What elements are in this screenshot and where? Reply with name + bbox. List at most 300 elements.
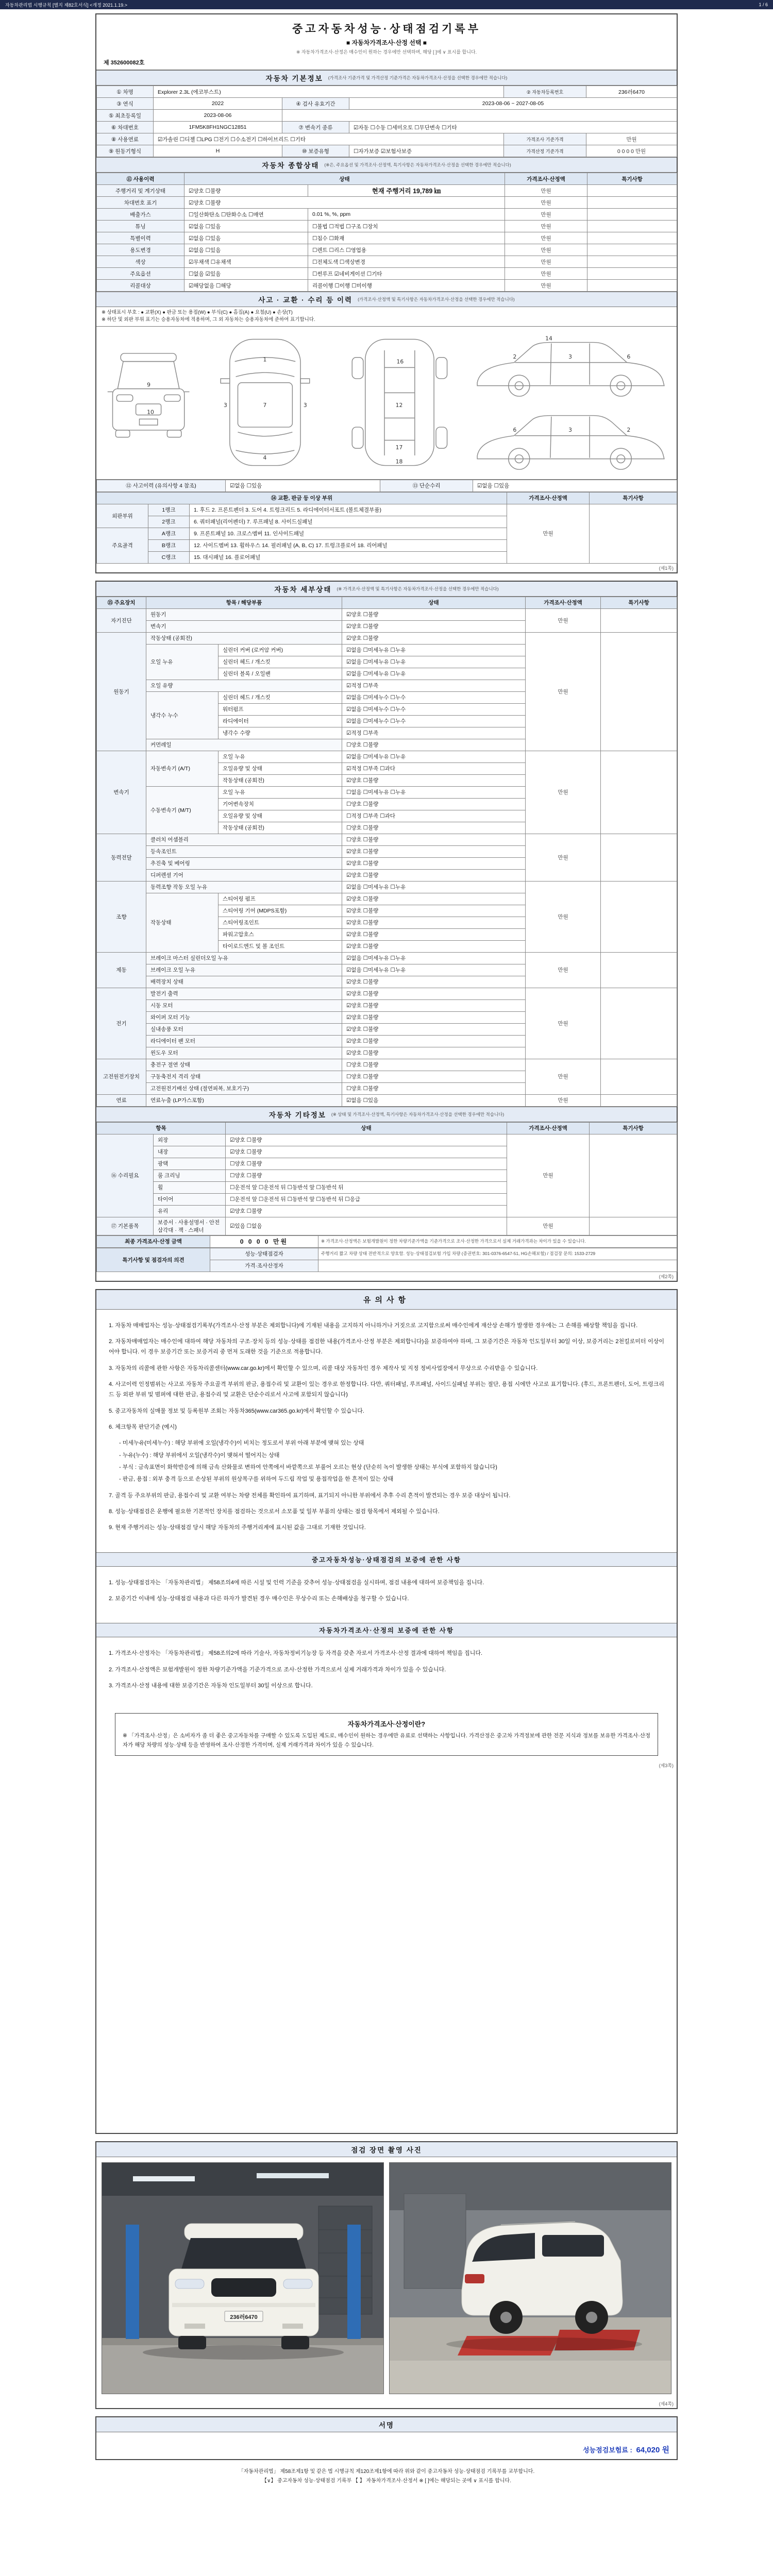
diagram-number-label: 2 [627, 426, 631, 433]
table-cell [587, 232, 677, 244]
table-row [97, 86, 677, 98]
inspector-opinion-table [96, 1248, 677, 1272]
table-cell: 오일 누유 [219, 751, 342, 762]
band-detail-title: 자동차 세부상태 [274, 585, 332, 594]
table-cell: 연료 [97, 1094, 146, 1106]
table-cell: B랭크 [148, 539, 190, 551]
band-accident-note: (가격조사·산정액 및 특기사항은 자동차가격조사·산정을 선택한 경우에만 적습니다) [358, 297, 515, 302]
table-cell: 만원 [526, 751, 601, 834]
table-cell: 주요옵션 [97, 268, 184, 280]
table-cell: 0.01 %, %, ppm [308, 209, 505, 221]
table-cell: 디퍼렌셜 기어 [146, 869, 342, 881]
table-cell: 만원 [507, 504, 590, 563]
table-cell: 오일유량 및 상태 [219, 762, 342, 774]
table-cell: 외판부위 [97, 504, 148, 528]
table-cell: 최종 가격조사·산정 금액 [97, 1235, 210, 1247]
table-cell: 2023-08-06 ~ 2027-08-05 [349, 98, 677, 110]
table-cell: ☐운전석 앞 ☐운전석 뒤 ☐동반석 앞 ☐동반석 뒤 ☐응급 [226, 1193, 507, 1205]
table-cell: 0 0 0 0 만원 [210, 1235, 318, 1247]
table-cell: 워터펌프 [219, 703, 342, 715]
table-cell: 실린더 헤드 / 개스킷 [219, 691, 342, 703]
detail-state-table [96, 597, 677, 1107]
diagram-number-label: 1 [263, 356, 267, 363]
table-cell: 만원 [505, 244, 587, 256]
car-diagrams [96, 327, 677, 480]
notice-item: 2. 가격조사·산정액은 보험개발원이 정한 차량기준가액을 기준가격으로 조사·산정한 가격으로서 실제 거래가격과 차이가 있을 수 있습니다. [109, 1666, 446, 1673]
warranty-price-title: 자동차가격조사·산정의 보증에 관한 사항 [96, 1623, 677, 1637]
table-cell [601, 881, 677, 952]
table-cell [587, 209, 677, 221]
table [96, 1235, 677, 1248]
notice-item: 3. 가격조사·산정 내용에 대한 보증기간은 자동차 인도일부터 30일 이상으로 합니다. [109, 1683, 313, 1689]
table-cell [601, 632, 677, 751]
notice-item: - 판금, 용접 : 외부 충격 등으로 손상된 부위의 원상복구를 위하여 두드림 작업 및 용접작업을 한 흔적이 있는 상태 [119, 1476, 394, 1483]
basic-info-table [96, 86, 677, 157]
table-row [97, 834, 677, 845]
table-cell: 타이어 [154, 1193, 226, 1205]
table-cell: 만원 [507, 1217, 590, 1235]
table-cell: ☑없음 ☐미세누유 ☐누유 [342, 668, 526, 680]
table-cell: 전기 [97, 988, 146, 1059]
table-cell: ☑양호 ☐불량 [184, 185, 308, 197]
table-cell: ☑없음 ☐미세누유 ☐누유 [342, 881, 526, 893]
final-price-table [96, 1235, 677, 1248]
table-cell: 만원 [507, 1134, 590, 1217]
table-cell: Explorer 2.3L (에코부스트) [154, 86, 504, 98]
table-cell: 만원 [505, 268, 587, 280]
notice-item: 9. 현재 주행거리는 성능·상태점검 당시 해당 자동차의 주행거리계에 표시된 값을 그대로 기재한 것입니다. [109, 1524, 366, 1531]
diagram-number-label: 10 [147, 409, 154, 416]
table-cell: ☑양호 ☐불량 [342, 928, 526, 940]
table-cell: 실린더 헤드 / 개스킷 [219, 656, 342, 668]
table-cell [587, 197, 677, 209]
table-cell: ☑없음 ☐있음 [226, 480, 380, 492]
diagram-number-label: 2 [513, 353, 517, 360]
table-cell: ☑무채색 ☐유채색 [184, 256, 308, 268]
table-cell: 튜닝 [97, 221, 184, 232]
table-cell: 스티어링 기어 (MDPS포함) [219, 905, 342, 917]
table-cell: ⑧ 사용연료 [97, 133, 154, 145]
band-photos-title: 점검 장면 촬영 사진 [351, 2146, 422, 2154]
table [96, 173, 677, 292]
table-cell: 라디에이터 [219, 715, 342, 727]
table-cell: ☑적정 ☐부족 [342, 680, 526, 691]
table-cell: 특기사항 [601, 597, 677, 608]
table-cell: 등속조인트 [146, 845, 342, 857]
page-mark-3: (제3쪽) [659, 1763, 674, 1769]
table-cell: ⑥ 차대번호 [97, 122, 154, 133]
diagram-number-label: 4 [263, 454, 267, 461]
document-sheet [95, 9, 678, 2460]
page-indicator: 1 / 6 [759, 2, 768, 7]
table-cell: 성능·상태점검자 [210, 1248, 318, 1260]
page-mark-4: (제4쪽) [659, 2401, 674, 2406]
table-cell: 현재 주행거리 19,789 ㎞ [308, 185, 505, 197]
diagram-number-label: 3 [568, 353, 572, 360]
table-cell: ☐전체도색 ☐색상변경 [308, 256, 505, 268]
table-cell: ☑양호 ☐불량 [342, 608, 526, 620]
table-cell: ☑없음 ☐미세누수 ☐누수 [342, 703, 526, 715]
premium-value: 64,020 원 [636, 2445, 669, 2454]
doc-note: ※ 자동차가격조사·산정은 매수인이 원하는 경우에만 선택하며, 해당 [ ]에 ∨ 표시를 합니다. [296, 49, 477, 55]
band-overall [96, 157, 677, 173]
table-row [97, 504, 677, 516]
table-cell: ☑양호 ☐불량 [342, 1011, 526, 1023]
table-cell: 룸 크리닝 [154, 1170, 226, 1181]
table-cell: 가격산정 기준가격 [504, 145, 586, 157]
table-row [97, 492, 677, 504]
table-cell: C랭크 [148, 551, 190, 563]
table-cell: ☐없음 ☐미세누유 ☐누유 [342, 786, 526, 798]
notice-item: 2. 보증기간 이내에 성능·상태점검 내용과 다른 하자가 발견된 경우 매수인은 무상수리 또는 손해배상을 청구할 수 있습니다. [109, 1596, 409, 1602]
table-cell: 파워고압호스 [219, 928, 342, 940]
table-cell: ⑦ 변속기 종류 [282, 122, 349, 133]
table-cell: 기어변속장치 [219, 798, 342, 810]
table-cell: 오일 누유 [219, 786, 342, 798]
table-cell: ☑양호 ☐불량 [342, 869, 526, 881]
photo-front-scene [102, 2163, 384, 2394]
notices-title: 유의사항 [96, 1290, 677, 1310]
table-cell: ☐침수 ☐화재 [308, 232, 505, 244]
notice-item: 1. 성능·상태점검자는 「자동차관리법」 제58조의4에 따른 시설 및 인력 기준을 갖추어 성능·상태점검을 실시하며, 점검 내용에 대하여 보증책임을 집니다. [109, 1579, 484, 1586]
table-cell: 스티어링 펌프 [219, 893, 342, 905]
table-cell: ☑없음 ☐미세누수 ☐누수 [342, 691, 526, 703]
footer-line-1: 「자동차관리법」 제58조제1항 및 같은 법 시행규칙 제120조제1항에 따라 위와 같이 중고자동차 성능·상태점검 기록부를 교부합니다. [238, 2468, 535, 2475]
table-row [97, 110, 677, 122]
car-diagram-left-side [468, 332, 673, 400]
table-cell: ☑없음 ☐있음 [184, 221, 308, 232]
notice-item: 8. 성능·상태점검은 운행에 필요한 기본적인 장치를 점검하는 것으로서 소모품 및 일부 부품의 상태는 점검 항목에서 제외될 수 있습니다. [109, 1508, 440, 1515]
table-cell: ⑬ 단순수리 [380, 480, 473, 492]
price-survey-info-box [115, 1713, 658, 1756]
table-cell: ☑양호 ☐불량 [342, 632, 526, 644]
table-cell: ⑨ 원동기형식 [97, 145, 154, 157]
table-cell: ☐일산화탄소 ☐탄화수소 ☐매연 [184, 209, 308, 221]
table-cell: ⑯ 수리필요 [97, 1134, 154, 1217]
table-cell: 특기사항 [590, 492, 677, 504]
table-row [97, 1217, 677, 1235]
table-cell: 윈도우 모터 [146, 1047, 342, 1059]
table-cell: ☑양호 ☐불량 [342, 917, 526, 928]
etc-info-table [96, 1122, 677, 1235]
table-row [97, 632, 677, 644]
table-cell: ⑪ 사용이력 [97, 173, 184, 185]
table-cell: ⑰ 기본품목 [97, 1217, 154, 1235]
table-cell: 내장 [154, 1146, 226, 1158]
overall-state-table [96, 173, 677, 292]
table-cell [587, 221, 677, 232]
car-diagram-underbody [334, 331, 465, 475]
table-cell: 충전구 절연 상태 [146, 1059, 342, 1071]
table-cell: 6. 쿼터패널(리어펜더) 7. 루프패널 8. 사이드실패널 [190, 516, 507, 528]
table-cell: 상태 [184, 173, 505, 185]
car-diagram-top [199, 331, 331, 475]
price-survey-info-text: ※ 「가격조사·산정」은 소비자가 좀 더 좋은 중고자동차를 구매할 수 있도록 도입된 제도로, 매수인이 원하는 경우에만 유료로 선택하는 사항입니다. 가격산정은 중고차 가격정보에 관한 전문 지식과 정보를 보유한 가격조사·산정자가 해당 차량의 성능·상태 등을 반영하여 조사·산정한 가격이며, 실제 거래가격과 차이가 있을 수 있습니다. [123, 1733, 650, 1749]
signature-area [96, 2432, 677, 2459]
inspection-photo-front [102, 2162, 384, 2394]
table-cell: 라디에이터 팬 모터 [146, 1035, 342, 1047]
table-cell: 만원 [505, 280, 587, 292]
section-photos [95, 2141, 678, 2409]
table-cell: 가격조사·산정액 [505, 173, 587, 185]
table-cell: ⑭ 교환, 판금 등 이상 부위 [97, 492, 507, 504]
table-cell: ☑가솔린 ☐디젤 ☐LPG ☐전기 ☐수소전기 ☐하이브리드 ☐기타 [154, 133, 504, 145]
table-cell: 만원 [505, 232, 587, 244]
table-cell: ☐양호 ☐불량 [342, 798, 526, 810]
table-cell: 고전원전기배선 상태 (절연피복, 보호기구) [146, 1082, 342, 1094]
diagram-number-label: 6 [627, 353, 631, 360]
table-cell: 1랭크 [148, 504, 190, 516]
table-cell [601, 608, 677, 632]
table-cell: 0 0 0 0 만원 [586, 145, 677, 157]
table-row [97, 98, 677, 110]
table-row [97, 608, 677, 620]
table-cell: 발전기 출력 [146, 988, 342, 999]
table-row [97, 597, 677, 608]
diagram-number-label: 17 [395, 444, 403, 451]
table-cell: ③ 연식 [97, 98, 154, 110]
table-cell: 특별이력 [97, 232, 184, 244]
table-cell: ⑤ 최초등록일 [97, 110, 154, 122]
diagram-number-label: 7 [263, 401, 267, 409]
table-cell: ⑮ 주요장치 [97, 597, 146, 608]
notice-item: 7. 골격 등 주요부위의 판금, 용접수리 및 교환 여부는 차량 전체를 확인하여 표기하며, 표기되지 아니한 부위에서 추후 수리 흔적이 발견되는 경우 보증 대상이 됩니다. [109, 1492, 511, 1499]
table-cell: ☐자가보증 ☑보험사보증 [349, 145, 504, 157]
table-cell [587, 268, 677, 280]
table-cell: 차대번호 표기 [97, 197, 184, 209]
table-row [97, 268, 677, 280]
table-cell: ☐썬루프 ☑네비게이션 ☐기타 [308, 268, 505, 280]
table-cell [282, 110, 677, 122]
diagram-number-label: 18 [395, 458, 403, 465]
table-cell: 특기사항 [587, 173, 677, 185]
table-row [97, 1059, 677, 1071]
doc-title: 중고자동차성능·상태점검기록부 [292, 23, 481, 35]
table-cell: ☑해당없음 ☐해당 [184, 280, 308, 292]
table-cell: ☑양호 ☐불량 [342, 845, 526, 857]
table-cell: 냉각수 수량 [219, 727, 342, 739]
table-cell: ☐양호 ☐불량 [226, 1158, 507, 1170]
diagram-number-label: 3 [568, 426, 572, 433]
table-cell: 작동상태 (공회전) [219, 822, 342, 834]
table-cell: ☑양호 ☐불량 [342, 940, 526, 952]
table-cell: ☑양호 ☐불량 [342, 1047, 526, 1059]
form-topbar [0, 0, 773, 9]
band-photos [96, 2142, 677, 2157]
table-row [97, 1134, 677, 1146]
table-cell: 자기진단 [97, 608, 146, 632]
table-cell [587, 280, 677, 292]
table-cell: ☑없음 ☐미세누유 ☐누유 [342, 964, 526, 976]
table-cell: 가격·조사산정자 [210, 1260, 318, 1272]
section-notices [95, 1289, 678, 2134]
table-cell [601, 834, 677, 881]
table-cell [601, 952, 677, 988]
table-cell [590, 1217, 677, 1235]
table-cell: 특기사항 [590, 1122, 677, 1134]
table-cell: 자동변속기 (A/T) [146, 751, 219, 786]
table-cell: A랭크 [148, 528, 190, 539]
diagram-number-label: 3 [304, 401, 308, 409]
table-row [97, 232, 677, 244]
table-cell: 작동상태 [146, 893, 219, 952]
band-overall-note: (※은, 주요옵션 및 가격조사·산정액, 특기사항은 자동차가격조사·산정을 선택한 경우에만 적습니다) [324, 162, 511, 167]
notice-item: 5. 중고자동차의 실매물 정보 및 등록원부 조회는 자동차365(www.car365.go.kr)에서 확인할 수 있습니다. [109, 1408, 364, 1414]
table-cell: 클러치 어셈블리 [146, 834, 342, 845]
table-cell: ② 자동차등록번호 [504, 86, 586, 98]
table-cell: ☑없음 ☐미세누유 ☐누유 [342, 952, 526, 964]
diagram-number-label: 14 [545, 335, 552, 342]
document-header [96, 14, 677, 70]
table-cell: ☑없음 ☐미세누수 ☐누수 [342, 715, 526, 727]
table-cell: 실린더 커버 (로커암 커버) [219, 644, 342, 656]
table-cell: ☑없음 ☐있음 [473, 480, 677, 492]
band-basic-info [96, 70, 677, 86]
notice-item: - 부식 : 금속표면이 화학반응에 의해 금속 산화물로 변하여 안쪽에서 바깥쪽으로 부풀어 오르는 현상 (단순히 녹이 발생한 상태는 부식에 포함하지 않습니다) [119, 1464, 497, 1470]
table-cell: 실린더 블록 / 오일팬 [219, 668, 342, 680]
table-cell: 리콜이행 ☐이행 ☐미이행 [308, 280, 505, 292]
table-cell: 1. 후드 2. 프론트펜더 3. 도어 4. 트렁크리드 5. 라디에이터서포트 (볼트체결부품) [190, 504, 507, 516]
car-diagram-front [100, 331, 196, 475]
band-signature [96, 2417, 677, 2432]
table-row [97, 952, 677, 964]
table-cell: ☑적정 ☐부족 [342, 727, 526, 739]
band-basic-title: 자동차 기본정보 [265, 75, 323, 82]
table-cell: ☐양호 ☐불량 [342, 1071, 526, 1082]
band-overall-title: 자동차 종합상태 [262, 162, 320, 170]
table-cell: 배출가스 [97, 209, 184, 221]
table-cell [590, 1134, 677, 1217]
table-cell: ☑양호 ☐불량 [342, 976, 526, 988]
table-cell: 만원 [526, 881, 601, 952]
table-cell: ☑없음 ☐미세누유 ☐누유 [342, 751, 526, 762]
table-cell: ☑양호 ☐불량 [342, 905, 526, 917]
table-cell: 만원 [505, 221, 587, 232]
table-cell: ① 차명 [97, 86, 154, 98]
table-cell: ☐양호 ☐불량 [342, 834, 526, 845]
diagram-number-label: 3 [224, 401, 228, 409]
warranty-perf-list [96, 1567, 677, 1618]
table-cell: 와이퍼 모터 기능 [146, 1011, 342, 1023]
table-cell: 색상 [97, 256, 184, 268]
table-cell: ☐불법 ☐적법 ☐구조 ☐장치 [308, 221, 505, 232]
table-cell [601, 1059, 677, 1094]
table-cell: 작동상태 (공회전) [146, 632, 342, 644]
table-cell: ☑양호 ☐불량 [226, 1146, 507, 1158]
doc-subtitle: ■ 자동차가격조사·산정 선택 ■ [346, 39, 427, 46]
table-cell: 주요골격 [97, 528, 148, 563]
table [96, 597, 677, 1107]
table-cell: ☑없음 ☐미세누유 ☐누유 [342, 656, 526, 668]
table-cell: 만원 [526, 1059, 601, 1094]
table-cell: ☐없음 ☑있음 [184, 268, 308, 280]
band-detail-note: (※ 가격조사·산정액 및 특기사항은 자동차가격조사·산정을 선택한 경우에만 적습니다) [337, 586, 499, 591]
table-cell: ☑양호 ☐불량 [342, 893, 526, 905]
table-cell: 원동기 [146, 608, 342, 620]
table-cell: 12. 사이드멤버 13. 휠하우스 14. 필러패널 (A, B, C) 17. 트렁크플로어 18. 리어패널 [190, 539, 507, 551]
table [96, 480, 677, 492]
table-cell: ☑적정 ☐부족 ☐과다 [342, 762, 526, 774]
license-plate-text: 236러6470 [230, 2314, 258, 2320]
table-cell [587, 256, 677, 268]
notice-item: 2. 자동차매매업자는 매수인에 대하여 해당 자동차의 구조·장치 등의 성능·상태를 점검한 내용(가격조사·산정 부분은 제외합니다)을 보증하여야 하며, 그 보증기간은 자동차 인도일부터 30일 이상, 보증거리는 2천킬로미터 이상이어야 합니다. 이 경우 보증기간 또는 보증거리 중 먼저 도래한 것을 기준으로 적용합니다. [109, 1338, 664, 1355]
table-cell: 항목 [97, 1122, 226, 1134]
table-cell: 변속기 [97, 751, 146, 834]
table-row [97, 209, 677, 221]
band-etc [96, 1107, 677, 1122]
notice-item: 1. 자동차 매매업자는 성능·상태점검기록부(가격조사·산정 부분은 제외합니다)에 기재된 내용을 고지하지 아니하거나 거짓으로 고지함으로써 매수인에게 재산상 손해가 발생한 경우에는 그 손해를 배상할 책임을 집니다. [109, 1322, 638, 1329]
table-cell: 고전원전기장치 [97, 1059, 146, 1094]
table-row [97, 1094, 677, 1106]
legend-symbols: ※ 상태표시 부호 : ● 교환(X) ● 판금 또는 용접(W) ● 부식(C) ● 흠집(A) ● 요철(U) ● 손상(T) [102, 310, 293, 315]
notice-item: - 미세누유(미세누수) : 해당 부위에 오일(냉각수)이 비치는 정도로서 부위 아래 부분에 맺혀 있는 상태 [119, 1440, 364, 1447]
table-cell: 만원 [505, 256, 587, 268]
table-row [97, 988, 677, 999]
table-row [97, 185, 677, 197]
inspection-premium [583, 2444, 669, 2455]
table-cell: 가격조사·산정액 [507, 492, 590, 504]
table-cell: 오일 유량 [146, 680, 342, 691]
table-row [97, 1122, 677, 1134]
table-cell: 브레이크 마스터 실린더오일 누유 [146, 952, 342, 964]
table-cell: ☐적정 ☐부족 ☐과다 [342, 810, 526, 822]
table-cell: 타이로드엔드 및 볼 조인트 [219, 940, 342, 952]
table-cell: 작동상태 (공회전) [219, 774, 342, 786]
car-diagram-right-side [468, 405, 673, 473]
band-etc-title: 자동차 기타정보 [268, 1111, 326, 1119]
photo-rear-scene [390, 2163, 671, 2394]
notice-item: - 누유(누수) : 해당 부위에서 오일(냉각수)이 맺혀서 떨어지는 상태 [119, 1452, 280, 1459]
table-cell: ☑없음 ☐미세누유 ☐누유 [342, 644, 526, 656]
table-cell: 상태 [226, 1122, 507, 1134]
table-cell: 2랭크 [148, 516, 190, 528]
table-cell: ⑩ 보증유형 [282, 145, 349, 157]
notice-item: 1. 가격조사·산정자는 「자동차관리법」 제58조의2에 따라 기술사, 자동차정비기능장 등 자격을 갖춘 자로서 가격조사·산정 결과에 대하여 책임을 집니다. [109, 1650, 483, 1657]
band-detail [96, 582, 677, 597]
table-cell: H [154, 145, 282, 157]
table-cell: 2022 [154, 98, 282, 110]
table-cell: ☑양호 ☐불량 [342, 857, 526, 869]
table-row [97, 173, 677, 185]
band-signature-title: 서명 [378, 2421, 395, 2429]
notice-item: 3. 자동차의 리콜에 관한 사항은 자동차리콜센터(www.car.go.kr)에서 확인할 수 있으며, 리콜 대상 자동차인 경우 제작사 및 지정 정비사업장에서 무상으로 수리받을 수 있습니다. [109, 1365, 538, 1371]
table-cell: ☑양호 ☐불량 [342, 1035, 526, 1047]
diagram-number-label: 16 [396, 358, 404, 365]
table-cell: 항목 / 해당부품 [146, 597, 342, 608]
table-cell: ☐양호 ☐불량 [226, 1170, 507, 1181]
table-cell: 연료누출 (LP가스포함) [146, 1094, 342, 1106]
table-cell: 만원 [526, 988, 601, 1059]
accident-history-table [96, 480, 677, 492]
table-cell: 2023-08-06 [154, 110, 282, 122]
table-row [97, 256, 677, 268]
table-cell: 커먼레일 [146, 739, 342, 751]
price-survey-info-title: 자동차가격조사·산정이란? [347, 1720, 426, 1728]
table-cell: ☑없음 ☐있음 [184, 244, 308, 256]
table-cell: 동력전달 [97, 834, 146, 881]
page-mark-1: (제1쪽) [659, 565, 674, 571]
table-cell: 광택 [154, 1158, 226, 1170]
page-mark-2: (제2쪽) [659, 1274, 674, 1279]
table-cell: 만원 [505, 197, 587, 209]
accident-legend [96, 307, 677, 327]
legend-note: ※ 하단 및 외판 부위 표기는 승용자동차에 적용하며, 그 외 자동차는 승용자동차에 준하여 표기합니다. [102, 317, 315, 323]
table-cell: 원동기 [97, 632, 146, 751]
table-row [97, 280, 677, 292]
table-cell: ⑫ 사고이력 (유의사항 4 참조) [97, 480, 226, 492]
section-signature [95, 2416, 678, 2460]
table-cell: 만원 [586, 133, 677, 145]
